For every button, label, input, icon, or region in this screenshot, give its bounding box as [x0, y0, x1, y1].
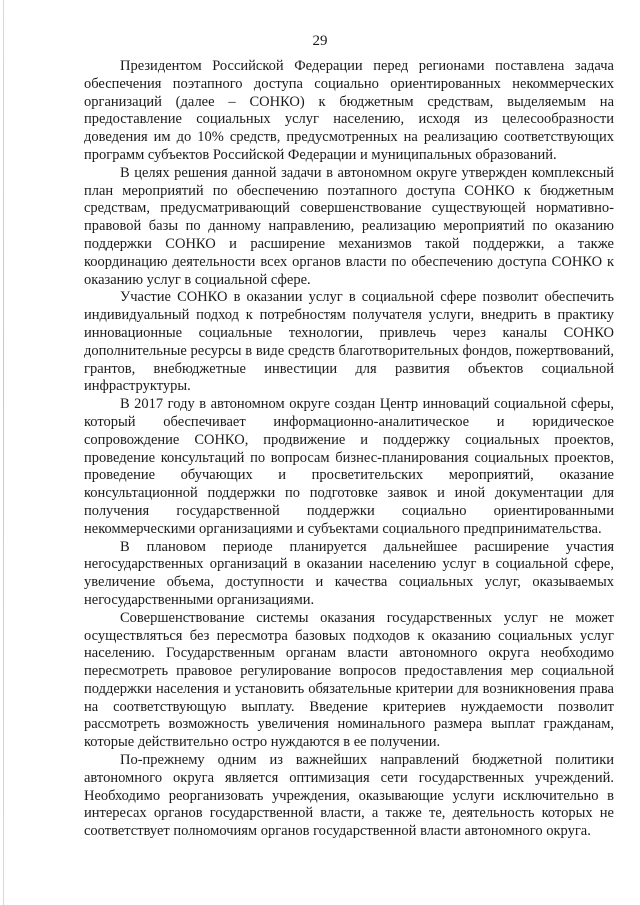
body-text [84, 58, 614, 841]
paragraph-sonko-participation: Участие СОНКО в оказании услуг в социальной сфере позволит обеспечить индивидуальный подход к потребностям получателя услуги, внедрить в практику инновационные социальные технологии, привлечь через каналы СОНКО дополнительные ресурсы в виде средств благотворительных фондов, пожертвований, грантов, внебюджетные инвестиции для развития объектов социальной инфраструктуры. [84, 289, 614, 395]
paragraph-sonko-access-task: Президентом Российской Федерации перед регионами поставлена задача обеспечения поэтапного доступа социально ориентированных некоммерческих организаций (далее – СОНКО) к бюджетным средствам, выделяемым на предоставление социальных услуг населению, исходя из целесообразности доведения им до 10% средств, предусмотренных на реализацию соответствующих программ субъектов Российской Федерации и муниципальных образований. [84, 58, 614, 163]
paragraph-service-system: Совершенствование системы оказания государственных услуг не может осуществляться без пересмотра базовых подходов к оказанию социальных услуг населению. Государственным органам власти автономного округа необходимо пересмотреть правовое регулирование вопросов предоставления мер социальной поддержки населения и установить обязательные критерии для возникновения права на соответствующую выплату. Введение критериев нуждаемости позволит рассмотреть возможность увеличения номинального размера выплат гражданам, которые действительно остро нуждаются в ее получении. [84, 609, 614, 751]
page-number: 29 [312, 33, 328, 49]
scan-edge [3, 0, 4, 905]
paragraph-innovation-center: В 2017 году в автономном округе создан Центр инноваций социальной сферы, который обеспечивает информационно-аналитическое и юридическое сопровождение СОНКО, продвижение и поддержку социальных проектов, проведение консультаций по вопросам бизнес-планирования социальных проектов, проведение обучающих и просветительских мероприятий, оказание консультационной поддержки по подготовке заявок и иной документации для получения государственной поддержки социально ориентированными некоммерческими организациями и субъектами социального предпринимательства. [84, 396, 614, 537]
paragraph-planned-period: В плановом периоде планируется дальнейшее расширение участия негосударственных организаций в оказании населению услуг в социальной сфере, увеличение объема, доступности и качества социальных услуг, оказываемых негосударственными организациями. [84, 538, 614, 608]
paragraph-institution-optimization: По-прежнему одним из важнейших направлений бюджетной политики автономного округа является оптимизация сети государственных учреждений. Необходимо реорганизовать учреждения, оказывающие услуги исключительно в интересах органов государственной власти, а также те, деятельность которых не соответствует полномочиям органов государственной власти автономного округа. [84, 752, 614, 840]
paragraph-comprehensive-plan: В целях решения данной задачи в автономном округе утвержден комплексный план мероприятий по обеспечению поэтапного доступа СОНКО к бюджетным средствам, предусматривающий совершенствование существующей нормативно-правовой базы по данному направлению, реализацию мероприятий по оказанию поддержки СОНКО и расширение механизмов такой поддержки, а также координацию деятельности всех органов власти по обеспечению доступа СОНКО к оказанию услуг в социальной сфере. [84, 164, 614, 288]
